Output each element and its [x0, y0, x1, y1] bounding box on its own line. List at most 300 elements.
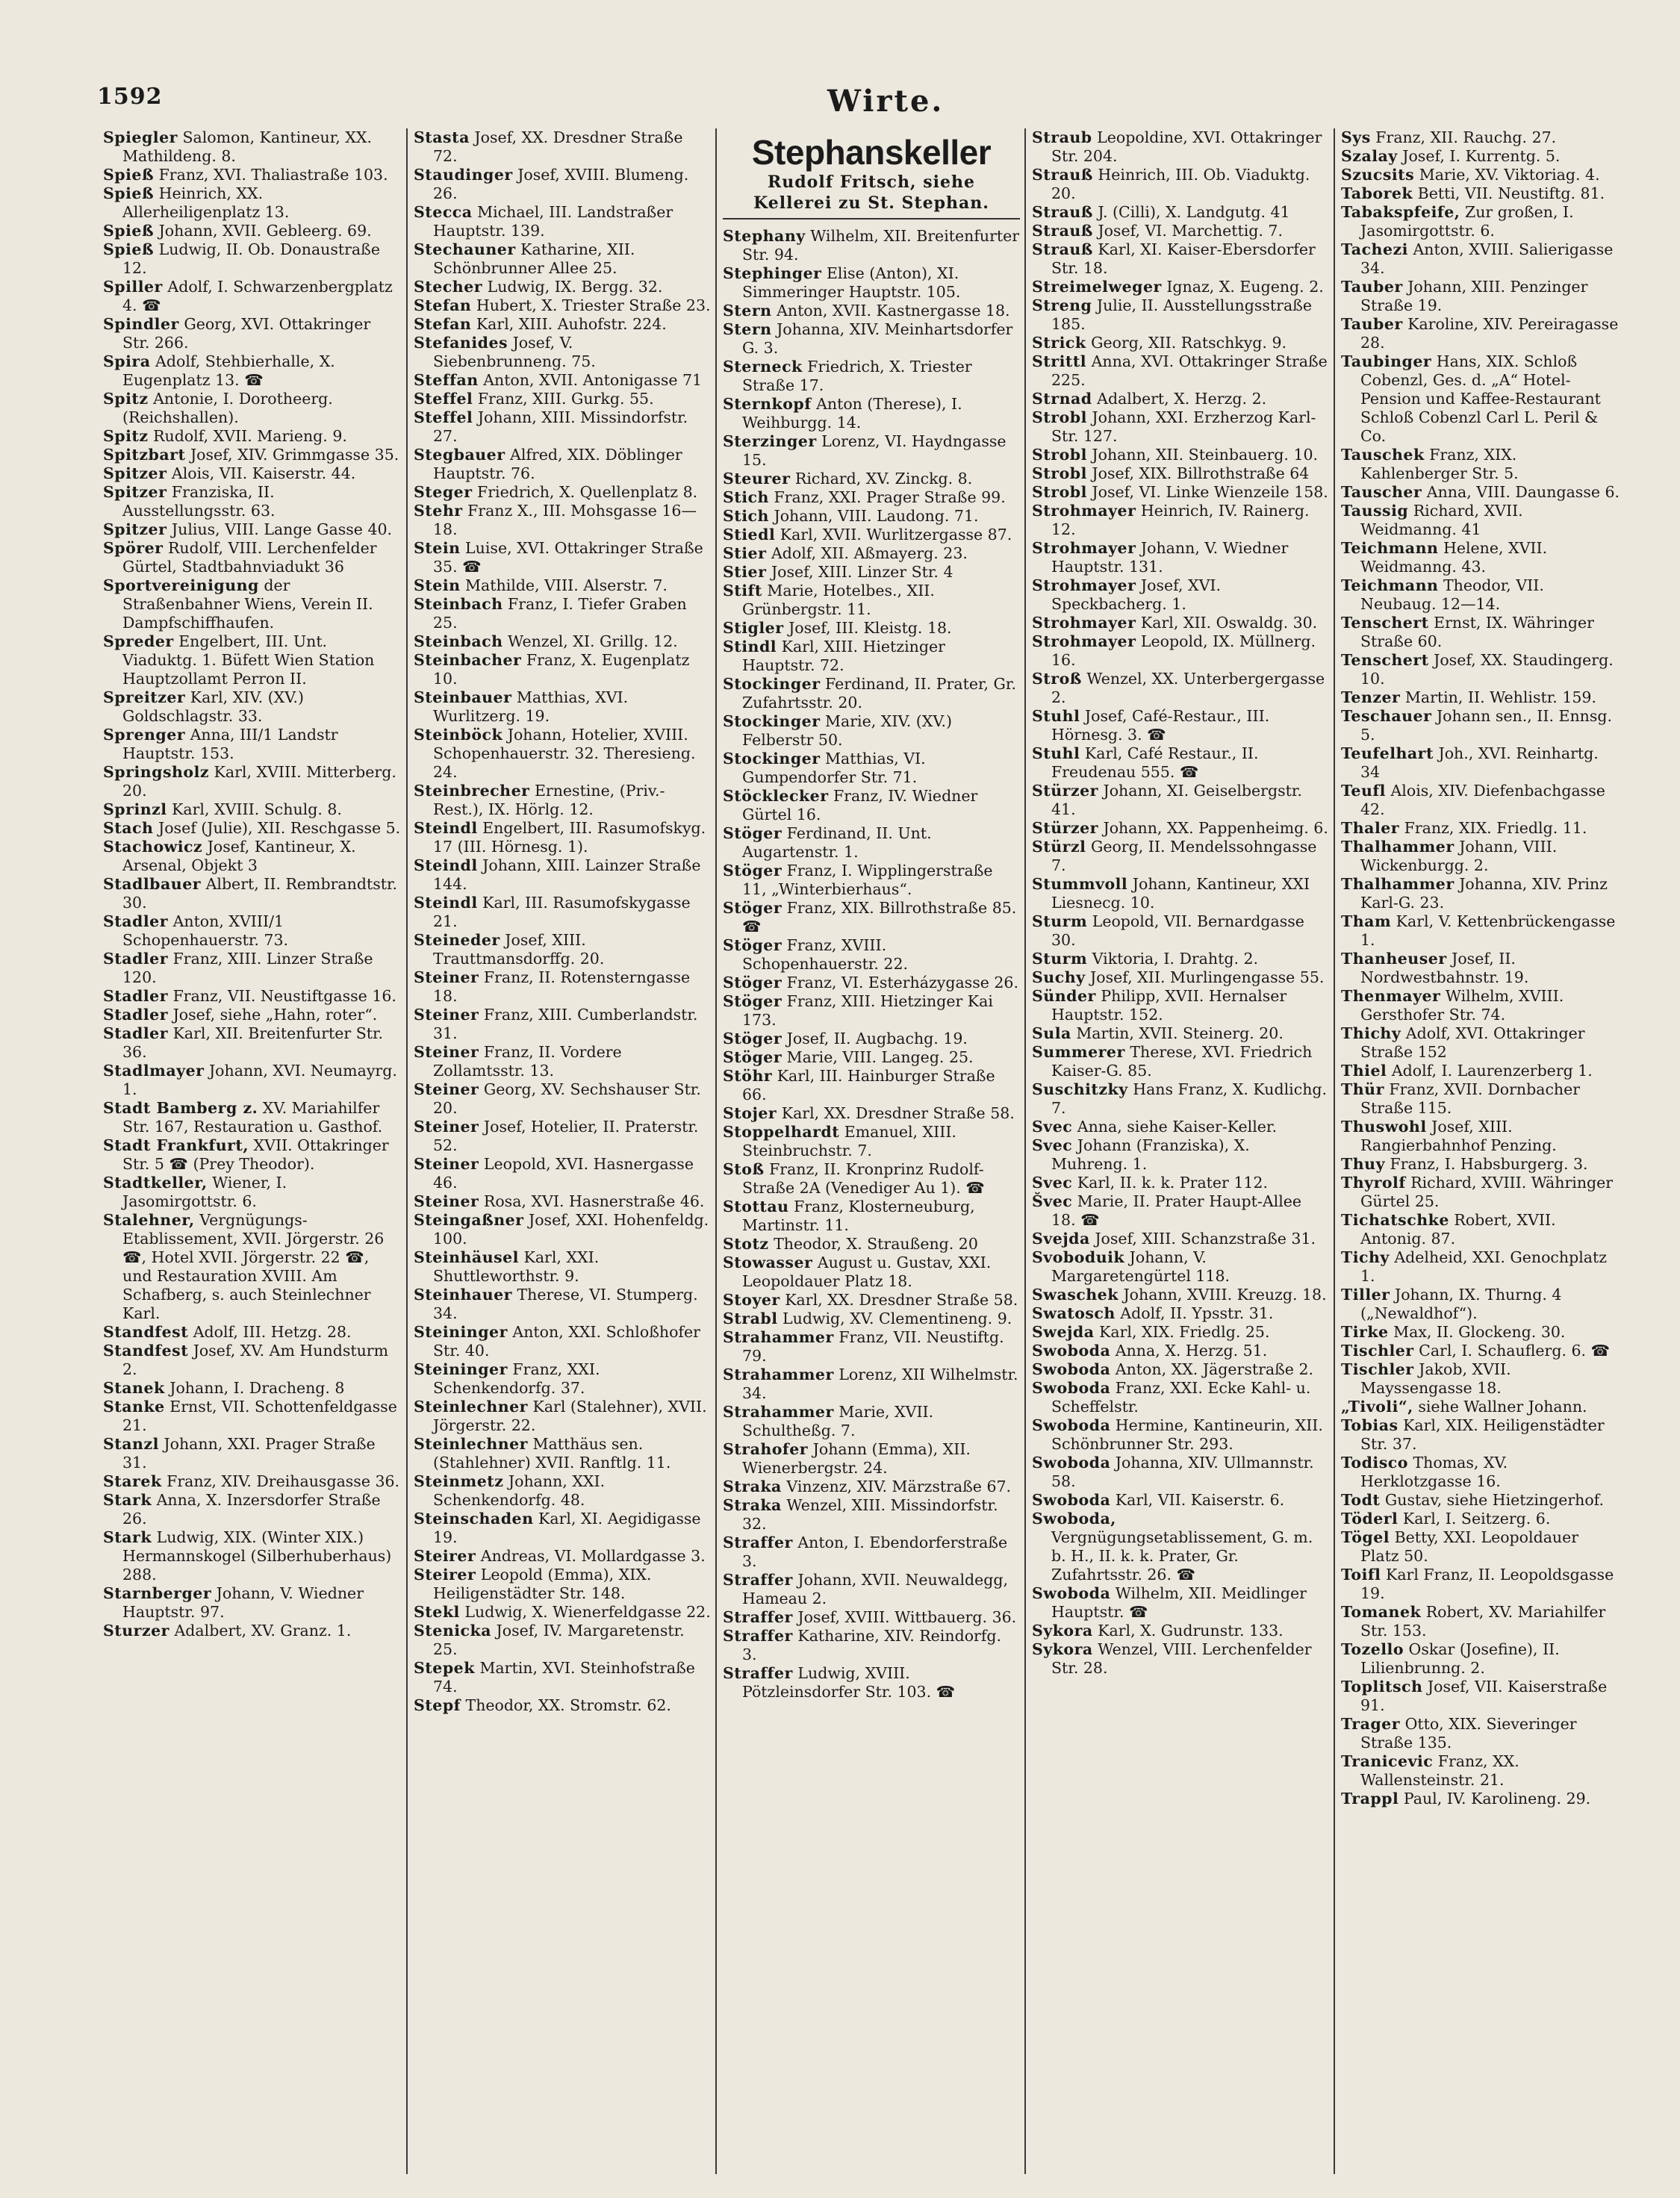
entry-details: Anton, XVIII/1 Schopenhauerstr. 73. — [122, 912, 289, 949]
entry-details: Johann, XIII. Missindorfstr. 27. — [433, 408, 688, 445]
entry-name: Thyrolf — [1341, 1174, 1406, 1192]
entry-details: Wenzel, XI. Grillg. 12. — [508, 632, 678, 650]
entry-name: Straffer — [723, 1627, 793, 1645]
entry-name: Stefan — [414, 315, 472, 333]
entry-details: Josef, VI. Marchettig. 7. — [1098, 222, 1283, 240]
directory-entry — [1032, 950, 1329, 968]
entry-name: Stachowicz — [103, 838, 203, 856]
entry-details: Martin, XVI. Steinhofstraße 74. — [433, 1659, 695, 1696]
entry-name: Švec — [1032, 1192, 1073, 1210]
entry-name: Suchy — [1032, 968, 1086, 986]
entry-details: Josef, II. Nordwestbahnstr. 19. — [1360, 950, 1529, 986]
directory-entry — [414, 1360, 711, 1398]
directory-entry — [414, 1566, 711, 1603]
entry-name: Sykora — [1032, 1640, 1093, 1658]
entry-name: Steiner — [414, 968, 479, 986]
entry-details: Heinrich, IV. Rainerg. 12. — [1051, 502, 1310, 538]
entry-name: Szalay — [1341, 147, 1398, 165]
entry-details: Johann, XX. Pappenheimg. 6. — [1103, 819, 1328, 837]
directory-entry — [414, 1080, 711, 1118]
directory-entry — [1341, 1248, 1622, 1286]
entry-details: Lorenz, VI. Haydngasse 15. — [742, 432, 1007, 469]
entry-details: Anton (Therese), I. Weihburgg. 14. — [742, 395, 962, 432]
entry-name: Stöhr — [723, 1067, 773, 1085]
entry-name: Standfest — [103, 1342, 189, 1360]
entry-name: Stegbauer — [414, 446, 505, 464]
entry-name: Sykora — [1032, 1622, 1093, 1640]
page-heading: Wirte. — [827, 84, 945, 119]
entry-details: Franz, XIX. Kahlenberger Str. 5. — [1360, 446, 1519, 482]
entry-name: Thür — [1341, 1080, 1384, 1098]
entry-name: Sterzinger — [723, 432, 817, 450]
directory-entry — [103, 1136, 402, 1174]
entry-name: Stanek — [103, 1379, 165, 1397]
entry-name: Stadlbauer — [103, 875, 202, 893]
entry-details: Heinrich, III. Ob. Viaduktg. 20. — [1051, 166, 1310, 202]
directory-entry — [723, 1664, 1020, 1702]
directory-entry — [103, 1435, 402, 1472]
entry-name: Stalehner, — [103, 1211, 195, 1229]
directory-entry — [723, 1496, 1020, 1534]
entry-details: Josef, VI. Linke Wienzeile 158. — [1092, 483, 1328, 501]
entry-name: Stift — [723, 582, 762, 600]
entry-name: Tauscher — [1341, 483, 1422, 501]
directory-entry — [723, 1198, 1020, 1235]
entry-name: Stepf — [414, 1696, 461, 1714]
entry-details: Ignaz, X. Eugeng. 2. — [1166, 278, 1324, 296]
entry-name: Stier — [723, 544, 767, 562]
entry-details: Karl, XIII. Hietzinger Hauptstr. 72. — [742, 638, 945, 674]
directory-entry — [723, 1291, 1020, 1310]
entry-details: Franz, I. Habsburgerg. 3. — [1390, 1155, 1588, 1173]
entry-name: Steirer — [414, 1566, 476, 1584]
directory-entry — [414, 1155, 711, 1192]
entry-details: Franz, XIII. Gurkg. 55. — [477, 390, 654, 408]
entry-details: Viktoria, I. Drahtg. 2. — [1092, 950, 1259, 968]
directory-entry — [103, 1584, 402, 1622]
entry-name: Stockinger — [723, 712, 821, 730]
directory-entry — [414, 240, 711, 278]
entry-name: Strobl — [1032, 446, 1087, 464]
directory-entry — [723, 992, 1020, 1030]
entry-name: Steger — [414, 483, 473, 501]
directory-entry — [1341, 1566, 1622, 1603]
directory-entry — [1032, 819, 1329, 838]
entry-name: Stanzl — [103, 1435, 159, 1453]
entry-name: Stecher — [414, 278, 483, 296]
entry-name: Spieß — [103, 166, 155, 184]
entry-name: Spira — [103, 352, 151, 370]
entry-details: Adolf, II. Ypsstr. 31. — [1120, 1304, 1274, 1322]
entry-details: Johann, Hotelier, XVIII. Schopenhauerstr. 32. Theresieng. 24. — [433, 726, 696, 781]
entry-details: Josef, Hotelier, II. Praterstr. 52. — [433, 1118, 699, 1154]
entry-details: Karl, III. Rasumofskygasse 21. — [433, 894, 691, 930]
entry-name: Steinbacher — [414, 651, 522, 669]
entry-name: Spiller — [103, 278, 163, 296]
entry-name: Strahammer — [723, 1328, 834, 1346]
directory-entry — [723, 1310, 1020, 1328]
directory-entry — [1032, 1024, 1329, 1043]
entry-details: Matthias, VI. Gumpendorfer Str. 71. — [742, 750, 926, 786]
directory-entry — [103, 875, 402, 912]
directory-entry — [414, 203, 711, 240]
directory-entry — [1032, 744, 1329, 782]
entry-name: Stadlmayer — [103, 1062, 205, 1080]
directory-entry — [103, 1622, 402, 1640]
entry-name: Steindl — [414, 819, 478, 837]
entry-details: Karl, I. Seitzerg. 6. — [1402, 1510, 1551, 1528]
directory-entry — [1341, 315, 1622, 352]
entry-name: „Tivoli“, — [1341, 1398, 1413, 1416]
entry-details: Josef, XIII. Linzer Str. 4 — [771, 563, 953, 581]
directory-entry — [103, 1024, 402, 1062]
entry-name: Stürzer — [1032, 819, 1098, 837]
directory-entry — [723, 1366, 1020, 1403]
entry-name: Tachezi — [1341, 240, 1408, 258]
directory-entry — [723, 488, 1020, 507]
entry-details: Wenzel, XX. Unterbergergasse 2. — [1051, 670, 1325, 706]
entry-name: Stürzl — [1032, 838, 1086, 856]
directory-entry — [1032, 1192, 1329, 1230]
directory-entry — [1032, 1174, 1329, 1192]
entry-name: Stich — [723, 507, 769, 525]
entry-details: Gustav, siehe Hietzingerhof. — [1384, 1491, 1605, 1509]
entry-details: Betti, VII. Neustiftg. 81. — [1417, 184, 1605, 202]
entry-details: Johann, XIII. Lainzer Straße 144. — [433, 856, 701, 893]
entry-details: Josef, IV. Margaretenstr. 25. — [433, 1622, 685, 1658]
entry-details: Philipp, XVII. Hernalser Hauptstr. 152. — [1051, 987, 1287, 1024]
entry-details: Leopoldine, XVI. Ottakringer Str. 204. — [1051, 128, 1322, 165]
directory-entry — [723, 563, 1020, 582]
directory-entry — [1341, 1491, 1622, 1510]
entry-details: Adolf, I. Schwarzenbergplatz 4. ☎ — [122, 278, 393, 314]
entry-details: Hubert, X. Triester Straße 23. — [476, 296, 711, 314]
entry-name: Teufelhart — [1341, 744, 1434, 762]
entry-name: Sturzer — [103, 1622, 169, 1640]
entry-details: Karl, Café Restaur., II. Freudenau 555. ☎ — [1051, 744, 1259, 781]
entry-name: Tichatschke — [1341, 1211, 1449, 1229]
entry-name: Steinbauer — [414, 688, 512, 706]
directory-entry — [1032, 1118, 1329, 1136]
entry-name: Sünder — [1032, 987, 1096, 1005]
entry-details: Johanna, XIV. Ullmannstr. 58. — [1051, 1454, 1314, 1490]
entry-name: Thiel — [1341, 1062, 1387, 1080]
entry-name: Sprinzl — [103, 800, 167, 818]
directory-entry — [414, 819, 711, 856]
entry-name: Stöger — [723, 936, 783, 954]
ad-line-1: Rudolf Fritsch, siehe — [768, 172, 975, 192]
directory-entry — [103, 390, 402, 427]
directory-entry — [1341, 782, 1622, 819]
entry-name: Swoboda — [1032, 1491, 1111, 1509]
entry-details: Marie, XVII. Schultheßg. 7. — [742, 1403, 934, 1439]
entry-name: Sys — [1341, 128, 1371, 146]
directory-entry — [414, 1472, 711, 1510]
directory-entry — [1032, 166, 1329, 203]
entry-details: Ernst, IX. Währinger Straße 60. — [1360, 614, 1594, 650]
directory-entry — [723, 526, 1020, 544]
entry-name: Steinböck — [414, 726, 503, 744]
entry-details: Franz, VII. Neustiftg. 79. — [742, 1328, 1004, 1365]
entry-name: Steiner — [414, 1080, 479, 1098]
entry-details: Franz, XIII. Linzer Straße 120. — [122, 950, 373, 986]
entry-details: Franziska, II. Ausstellungsstr. 63. — [122, 483, 276, 520]
directory-entry — [103, 950, 402, 987]
entry-name: Teichmann — [1341, 539, 1439, 557]
entry-details: Adelheid, XXI. Genochplatz 1. — [1360, 1248, 1608, 1285]
directory-entry — [414, 408, 711, 446]
directory-entry — [103, 1174, 402, 1211]
entry-details: Hans, XIX. Schloß Cobenzl, Ges. d. „A“ Hotel-Pension und Kaffee-Restaurant Schloß Cobenzl Carl L. Peril & Co. — [1360, 352, 1601, 445]
entry-name: Suschitzky — [1032, 1080, 1128, 1098]
directory-entry — [1032, 782, 1329, 819]
directory-entry — [1032, 296, 1329, 334]
directory-entry — [723, 470, 1020, 488]
entry-details: Johann, XVII. Neuwaldegg, Hameau 2. — [742, 1571, 1009, 1607]
entry-name: Staudinger — [414, 166, 513, 184]
entry-name: Stern — [723, 320, 772, 338]
entry-name: Starek — [103, 1472, 162, 1490]
directory-entry — [414, 931, 711, 968]
directory-entry — [1341, 1715, 1622, 1752]
directory-entry — [1341, 1174, 1622, 1211]
directory-entry — [723, 227, 1020, 264]
entry-name: Stechauner — [414, 240, 516, 258]
directory-entry — [1032, 1304, 1329, 1323]
directory-entry — [1341, 502, 1622, 539]
directory-entry — [1032, 464, 1329, 483]
directory-entry — [1032, 1454, 1329, 1491]
entry-name: Spitzbart — [103, 446, 186, 464]
entry-name: Strauß — [1032, 222, 1093, 240]
entry-details: Franz, II. Vordere Zollamtsstr. 13. — [433, 1043, 622, 1080]
directory-entry — [1032, 1248, 1329, 1286]
directory-entry — [414, 166, 711, 203]
entry-name: Stöger — [723, 992, 783, 1010]
entry-name: Spitzer — [103, 520, 167, 538]
entry-details: Johann (Emma), XII. Wienerbergstr. 24. — [742, 1440, 971, 1477]
entry-details: Karl, X. Gudrunstr. 133. — [1098, 1622, 1284, 1640]
entry-name: Strohmayer — [1032, 502, 1136, 520]
directory-entry — [103, 763, 402, 800]
entry-name: Stoyer — [723, 1291, 780, 1309]
entry-name: Steindl — [414, 894, 478, 912]
directory-entry — [414, 856, 711, 894]
entry-name: Stekl — [414, 1603, 460, 1621]
entry-details: Robert, XV. Mariahilfer Str. 153. — [1360, 1603, 1606, 1640]
entry-name: Stenicka — [414, 1622, 491, 1640]
entry-name: Sturm — [1032, 950, 1088, 968]
entry-details: siehe Wallner Johann. — [1418, 1398, 1587, 1416]
directory-entry — [723, 1235, 1020, 1254]
entry-details: Johann, XII. Steinbauerg. 10. — [1092, 446, 1319, 464]
entry-details: Carl, I. Schauflerg. 6. ☎ — [1419, 1342, 1611, 1360]
entry-details: Josef, XVIII. Blumeng. 26. — [433, 166, 689, 202]
entry-name: Tomanek — [1341, 1603, 1422, 1621]
directory-entry — [723, 974, 1020, 992]
entry-details: Michael, III. Landstraßer Hauptstr. 139. — [433, 203, 673, 240]
directory-entry — [103, 166, 402, 184]
entry-name: Steiner — [414, 1118, 479, 1136]
entry-name: Steinlechner — [414, 1435, 528, 1453]
directory-entry — [414, 334, 711, 371]
entry-name: Strohmayer — [1032, 632, 1136, 650]
entry-name: Straub — [1032, 128, 1092, 146]
entry-name: Trappl — [1341, 1790, 1399, 1808]
directory-entry — [1341, 614, 1622, 651]
entry-name: Strobl — [1032, 464, 1087, 482]
directory-entry — [103, 1472, 402, 1491]
directory-entry — [103, 539, 402, 576]
entry-name: Töderl — [1341, 1510, 1399, 1528]
entry-details: Karl (Stalehner), XVII. Jörgerstr. 22. — [433, 1398, 707, 1434]
entry-name: Steinbach — [414, 632, 503, 650]
entry-details: Robert, XVII. Antonig. 87. — [1360, 1211, 1556, 1248]
directory-entry — [1341, 278, 1622, 315]
entry-details: Franz, XIX. Friedlg. 11. — [1404, 819, 1587, 837]
entry-name: Steffel — [414, 390, 473, 408]
entry-name: Straffer — [723, 1534, 793, 1551]
directory-entry — [1341, 203, 1622, 240]
directory-entry — [1341, 240, 1622, 278]
entry-details: Johann, XXI. Schenkendorfg. 48. — [433, 1472, 606, 1509]
directory-entry — [723, 1160, 1020, 1198]
entry-details: Julius, VIII. Lange Gasse 40. — [171, 520, 393, 538]
entry-details: Anna, III/1 Landstr Hauptstr. 153. — [122, 726, 338, 762]
directory-entry — [1341, 147, 1622, 166]
directory-entry — [723, 638, 1020, 675]
directory-entry — [414, 1248, 711, 1286]
directory-entry — [1032, 1136, 1329, 1174]
directory-entry — [1032, 707, 1329, 744]
directory-entry — [414, 1398, 711, 1435]
directory-entry — [414, 1696, 711, 1715]
entry-name: Straffer — [723, 1608, 793, 1626]
entry-name: Spitzer — [103, 464, 167, 482]
entry-details: Ernst, VII. Schottenfeldgasse 21. — [122, 1398, 397, 1434]
entry-name: Tenzer — [1341, 688, 1401, 706]
directory-entry — [414, 576, 711, 595]
entry-details: Karl, II. k. k. Prater 112. — [1077, 1174, 1268, 1192]
directory-entry — [723, 750, 1020, 787]
column-3 — [717, 128, 1026, 2174]
entry-name: Stadler — [103, 950, 169, 968]
entry-name: Summerer — [1032, 1043, 1125, 1061]
entry-name: Strittl — [1032, 352, 1087, 370]
directory-entry — [723, 619, 1020, 638]
entry-details: Franz, XVII. Dornbacher Straße 115. — [1360, 1080, 1581, 1117]
entry-name: Stindl — [723, 638, 777, 656]
entry-name: Tabakspfeife, — [1341, 203, 1460, 221]
entry-name: Swoboda — [1032, 1584, 1111, 1602]
directory-entry — [1341, 184, 1622, 203]
entry-details: Betty, XXI. Leopoldauer Platz 50. — [1360, 1528, 1579, 1565]
entry-details: Johann sen., II. Ennsg. 5. — [1360, 707, 1613, 744]
entry-name: Thalhammer — [1341, 838, 1455, 856]
directory-entry — [723, 1403, 1020, 1440]
entry-details: Adolf, XVI. Ottakringer Straße 152 — [1360, 1024, 1585, 1061]
directory-entry — [1341, 1528, 1622, 1566]
entry-details: Franz, XVIII. Schopenhauerstr. 22. — [742, 936, 909, 973]
entry-details: Josef, II. Augbachg. 19. — [786, 1030, 968, 1047]
entry-name: Thenmayer — [1341, 987, 1441, 1005]
entry-name: Strauß — [1032, 166, 1093, 184]
entry-name: Stein — [414, 539, 461, 557]
directory-entry — [103, 128, 402, 166]
directory-entry — [1341, 539, 1622, 576]
entry-details: Karl, XII. Breitenfurter Str. 36. — [122, 1024, 384, 1061]
entry-details: Leopold, IX. Müllnerg. 16. — [1051, 632, 1316, 669]
entry-name: Steinhäusel — [414, 1248, 519, 1266]
entry-name: Steinbach — [414, 595, 503, 613]
entry-details: Salomon, Kantineur, XX. Mathildeng. 8. — [122, 128, 373, 165]
entry-name: Tichy — [1341, 1248, 1390, 1266]
entry-details: Anton, XXI. Schloßhofer Str. 40. — [433, 1323, 700, 1360]
directory-entry — [103, 352, 402, 390]
directory-entry — [1341, 1398, 1622, 1416]
entry-details: Richard, XVII. Weidmanng. 41 — [1360, 502, 1523, 538]
entry-name: Spieß — [103, 240, 155, 258]
entry-details: Johann, I. Dracheng. 8 — [169, 1379, 345, 1397]
directory-entry — [103, 222, 402, 240]
directory-entry — [414, 1118, 711, 1155]
directory-entry — [1032, 1360, 1329, 1379]
directory-entry — [1341, 1603, 1622, 1640]
entry-name: Sterneck — [723, 358, 803, 376]
entry-details: Therese, VI. Stumperg. 34. — [433, 1286, 698, 1322]
entry-details: Marie, Hotelbes., XII. Grünbergstr. 11. — [742, 582, 935, 618]
entry-details: Leopold, XVI. Hasnergasse 46. — [433, 1155, 694, 1192]
entry-name: Tranicevic — [1341, 1752, 1434, 1770]
entry-name: Steinschaden — [414, 1510, 534, 1528]
directory-entry — [723, 787, 1020, 824]
entry-name: Strobl — [1032, 408, 1087, 426]
entry-details: Franz, XVI. Thaliastraße 103. — [158, 166, 388, 184]
directory-entry — [414, 1043, 711, 1080]
entry-details: Ludwig, XVIII. Pötzleinsdorfer Str. 103. ☎ — [742, 1664, 956, 1701]
entry-name: Stephany — [723, 227, 806, 245]
entry-details: Karl, XX. Dresdner Straße 58. — [781, 1104, 1015, 1122]
directory-entry — [723, 1048, 1020, 1067]
directory-entry — [1341, 576, 1622, 614]
directory-entry — [1341, 1118, 1622, 1155]
entry-details: Wenzel, XIII. Missindorfstr. 32. — [742, 1496, 998, 1533]
entry-name: Spiegler — [103, 128, 178, 146]
entry-name: Stern — [723, 302, 772, 320]
entry-name: Steineder — [414, 931, 500, 949]
entry-name: Tirke — [1341, 1323, 1389, 1341]
directory-entry — [103, 987, 402, 1006]
entry-name: Standfest — [103, 1323, 189, 1341]
entry-details: Karl, XIV. (XV.) Goldschlagstr. 33. — [122, 688, 304, 725]
entry-name: Todt — [1341, 1491, 1381, 1509]
entry-details: Johann, XVI. Neumayrg. 1. — [122, 1062, 397, 1098]
entry-details: Josef, XIII. Schanzstraße 31. — [1095, 1230, 1316, 1248]
entry-name: Stich — [723, 488, 769, 506]
entry-name: Steiner — [414, 1155, 479, 1173]
entry-name: Steffan — [414, 371, 479, 389]
column-4 — [1026, 128, 1335, 2174]
entry-name: Tenschert — [1341, 614, 1429, 632]
directory-entry — [1032, 539, 1329, 576]
entry-details: Josef, VII. Kaiserstraße 91. — [1360, 1678, 1608, 1714]
directory-entry — [1032, 912, 1329, 950]
entry-name: Toplitsch — [1341, 1678, 1423, 1696]
directory-entry — [1341, 912, 1622, 950]
entry-name: Stoppelhardt — [723, 1123, 840, 1141]
entry-details: Karl, III. Hainburger Straße 66. — [742, 1067, 995, 1103]
directory-entry — [723, 432, 1020, 470]
